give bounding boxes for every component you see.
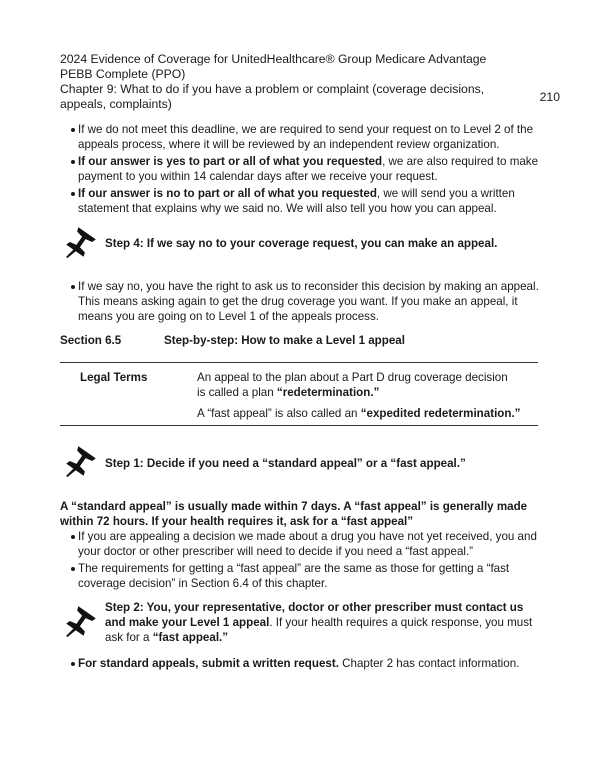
page-number: 210	[539, 90, 560, 104]
header-chapter-title: Chapter 9: What to do if you have a problem or complaint (coverage decisions, appeals, complaints)	[60, 82, 485, 111]
document-header	[60, 52, 500, 112]
legal-terms-label: Legal Terms	[80, 371, 148, 384]
step-2-heading: Step 2: You, your representative, doctor or other prescriber must contact us and make your Level 1 appeal. If your health requires a quick response, you must ask for a “fast appeal.”	[105, 601, 533, 644]
list-item: For standard appeals, submit a written request. Chapter 2 has contact information.	[70, 656, 550, 671]
deadline-bullet-list	[70, 122, 550, 218]
legal-term-redetermination: An appeal to the plan about a Part D drug coverage decision is called a plan “redetermination.”	[197, 371, 508, 399]
divider	[60, 425, 538, 426]
list-item: If we say no, you have the right to ask us to reconsider this decision by making an appeal. This means asking again to get the drug coverage you want. If you make an appeal, it means you are going on to Level 1 of the appeals process.	[70, 279, 550, 324]
legal-term-expedited: A “fast appeal” is also called an “expedited redetermination.”	[197, 407, 521, 420]
list-item: If you are appealing a decision we made about a drug you have not yet received, you and your doctor or other prescriber will need to decide if you need a “fast appeal.”	[70, 529, 550, 559]
divider	[60, 362, 538, 363]
step-1-heading: Step 1: Decide if you need a “standard appeal” or a “fast appeal.”	[105, 457, 466, 470]
list-item: The requirements for getting a “fast appeal” are the same as those for getting a “fast coverage decision” in Section 6.4 of this chapter.	[70, 561, 550, 591]
appeal-bullet-list	[70, 529, 550, 593]
step-4-heading: Step 4: If we say no to your coverage request, you can make an appeal.	[105, 237, 498, 250]
pushpin-icon	[64, 604, 98, 638]
header-plan-title: 2024 Evidence of Coverage for UnitedHealthcare® Group Medicare Advantage PEBB Complete (PPO)	[60, 52, 487, 81]
written-request-bullet-list	[70, 656, 550, 673]
list-item: If our answer is no to part or all of what you requested, we will send you a written statement that explains why we said no. We will also tell you how you can appeal.	[70, 186, 550, 216]
reconsider-bullet-list	[70, 279, 550, 326]
list-item: If our answer is yes to part or all of what you requested, we are also required to make payment to you within 14 calendar days after we receive your request.	[70, 154, 550, 184]
pushpin-icon	[64, 225, 98, 259]
list-item: If we do not meet this deadline, we are required to send your request on to Level 2 of the appeals process, where it will be reviewed by an independent review organization.	[70, 122, 550, 152]
pushpin-icon	[64, 444, 98, 478]
section-number: Section 6.5	[60, 334, 122, 347]
appeal-timing-paragraph: A “standard appeal” is usually made within 7 days. A “fast appeal” is generally made within 72 hours. If your health requires it, ask for a “fast appeal”	[60, 500, 528, 528]
section-title: Step-by-step: How to make a Level 1 appeal	[164, 334, 405, 347]
